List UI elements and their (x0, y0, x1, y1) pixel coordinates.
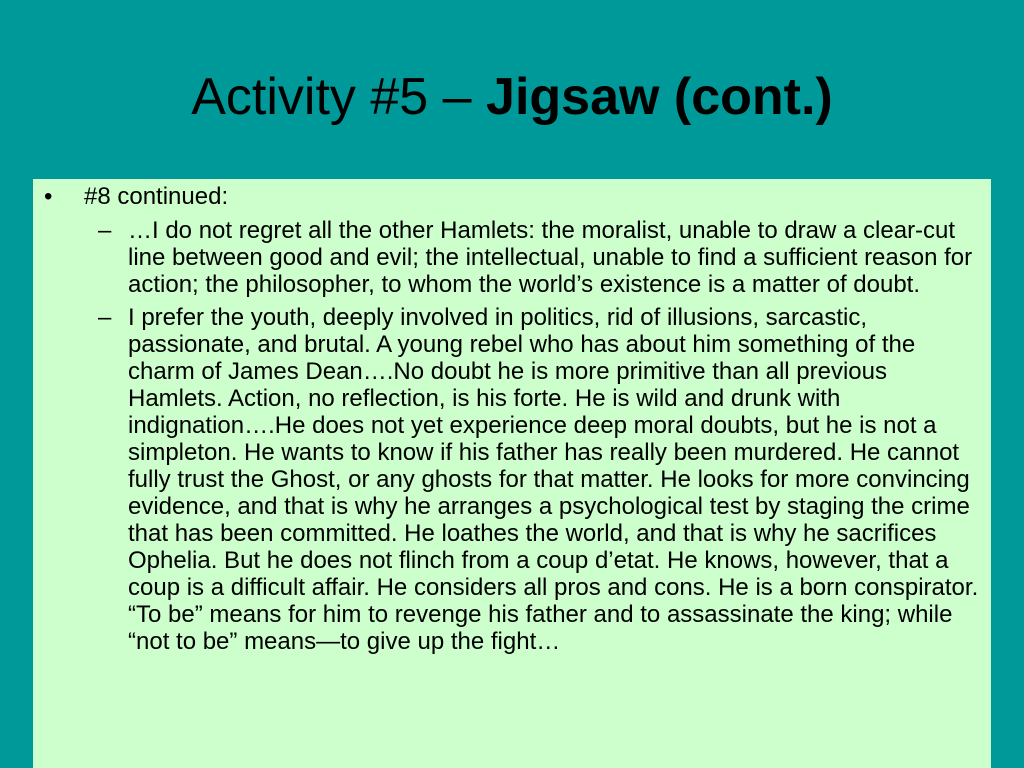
slide-title-bold: Jigsaw (cont.) (486, 68, 833, 126)
slide-title-plain: Activity #5 – (191, 68, 487, 126)
bullet-text: #8 continued: (84, 183, 229, 210)
sub-item-1 (33, 217, 991, 298)
dash-icon: – (98, 217, 112, 244)
bullet-icon: • (44, 183, 53, 210)
sub-list (33, 217, 991, 661)
dash-icon: – (98, 304, 112, 331)
content-box (33, 179, 991, 768)
sub-item-text: …I do not regret all the other Hamlets: the moralist, unable to draw a clear-cut line between good and evil; the intellectual, unable to find a sufficient reason for action; the philosopher, to whom the world’s existence is a matter of doubt. (128, 217, 973, 298)
slide-title (0, 62, 1024, 132)
sub-item-text: I prefer the youth, deeply involved in politics, rid of illusions, sarcastic, passionate, and brutal. A young rebel who has about him something of the charm of James Dean….No doubt he is more primitive than all previous Hamlets. Action, no reflection, is his forte. He is wild and drunk with indignation….He does not yet experience deep moral doubts, but he is not a simpleton. He wants to know if his father has really been murdered. He cannot fully trust the Ghost, or any ghosts for that matter. He looks for more convincing evidence, and that is why he arranges a psychological test by staging the crime that has been committed. He loathes the world, and that is why he sacrifices Ophelia. But he does not flinch from a coup d’etat. He knows, however, that a coup is a difficult affair. He considers all pros and cons. He is a born conspirator. “To be” means for him to revenge his father and to assassinate the king; while “not to be” means—to give up the fight… (128, 304, 979, 655)
sub-item-2 (33, 304, 991, 655)
